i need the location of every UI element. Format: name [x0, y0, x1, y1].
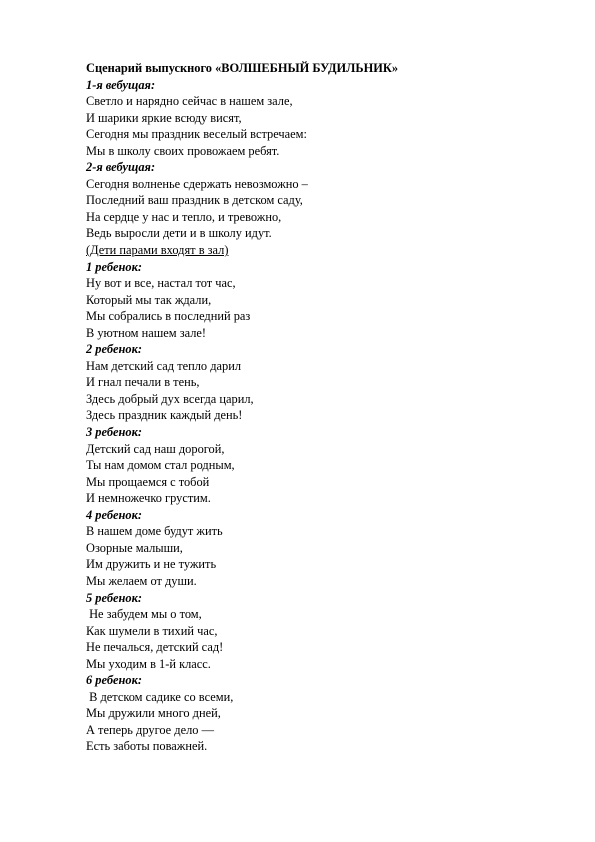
verse-line: Здесь праздник каждый день!: [86, 408, 243, 423]
verse-line: Мы уходим в 1-й класс.: [86, 656, 211, 671]
verse-line: Ты нам домом стал родным,: [86, 458, 235, 473]
verse-line: Мы в школу своих провожаем ребят.: [86, 143, 280, 158]
verse-line: Детский сад наш дорогой,: [86, 441, 225, 456]
verse-line: Им дружить и не тужить: [86, 557, 217, 572]
verse-line: Ведь выросли дети и в школу идут.: [86, 226, 272, 241]
verse-line: Здесь добрый дух всегда царил,: [86, 391, 254, 406]
verse-line: Мы собрались в последний раз: [86, 309, 251, 324]
document-body: [86, 60, 526, 755]
verse-line: Мы желаем от души.: [86, 573, 197, 588]
speaker-heading: 3 ребенок:: [86, 425, 142, 440]
verse-line: А теперь другое дело —: [86, 722, 214, 737]
verse-line: Светло и нарядно сейчас в нашем зале,: [86, 94, 293, 109]
verse-line: В уютном нашем зале!: [86, 325, 207, 340]
verse-line: Нам детский сад тепло дарил: [86, 358, 242, 373]
speaker-heading: 1 ребенок:: [86, 259, 142, 274]
speaker-heading: 1-я вебущая:: [86, 77, 156, 92]
verse-line: В нашем доме будут жить: [86, 524, 223, 539]
verse-line: В детском садике со всеми,: [86, 689, 234, 704]
speaker-heading: 2-я вебущая:: [86, 160, 156, 175]
verse-line: И шарики яркие всюду висят,: [86, 110, 242, 125]
verse-line: Мы прощаемся с тобой: [86, 474, 210, 489]
verse-line: На сердце у нас и тепло, и тревожно,: [86, 209, 282, 224]
speaker-heading: 6 ребенок:: [86, 673, 142, 688]
verse-line: Не забудем мы о том,: [86, 607, 202, 622]
verse-line: Сегодня волненье сдержать невозможно –: [86, 176, 308, 191]
verse-line: И гнал печали в тень,: [86, 375, 200, 390]
speaker-heading: 5 ребенок:: [86, 590, 142, 605]
stage-direction: (Дети парами входят в зал): [86, 243, 229, 258]
verse-line: Как шумели в тихий час,: [86, 623, 218, 638]
verse-line: Ну вот и все, настал тот час,: [86, 276, 236, 291]
verse-line: Есть заботы поважней.: [86, 739, 208, 754]
speaker-heading: 4 ребенок:: [86, 507, 142, 522]
verse-line: Озорные малыши,: [86, 540, 183, 555]
verse-line: Последний ваш праздник в детском саду,: [86, 193, 303, 208]
verse-line: Не печалься, детский сад!: [86, 640, 224, 655]
verse-line: Мы дружили много дней,: [86, 706, 221, 721]
verse-line: Сегодня мы праздник веселый встречаем:: [86, 127, 307, 142]
speaker-heading: 2 ребенок:: [86, 342, 142, 357]
verse-line: И немножечко грустим.: [86, 491, 211, 506]
document-title: Сценарий выпускного «ВОЛШЕБНЫЙ БУДИЛЬНИК»: [86, 61, 399, 75]
verse-line: Который мы так ждали,: [86, 292, 212, 307]
